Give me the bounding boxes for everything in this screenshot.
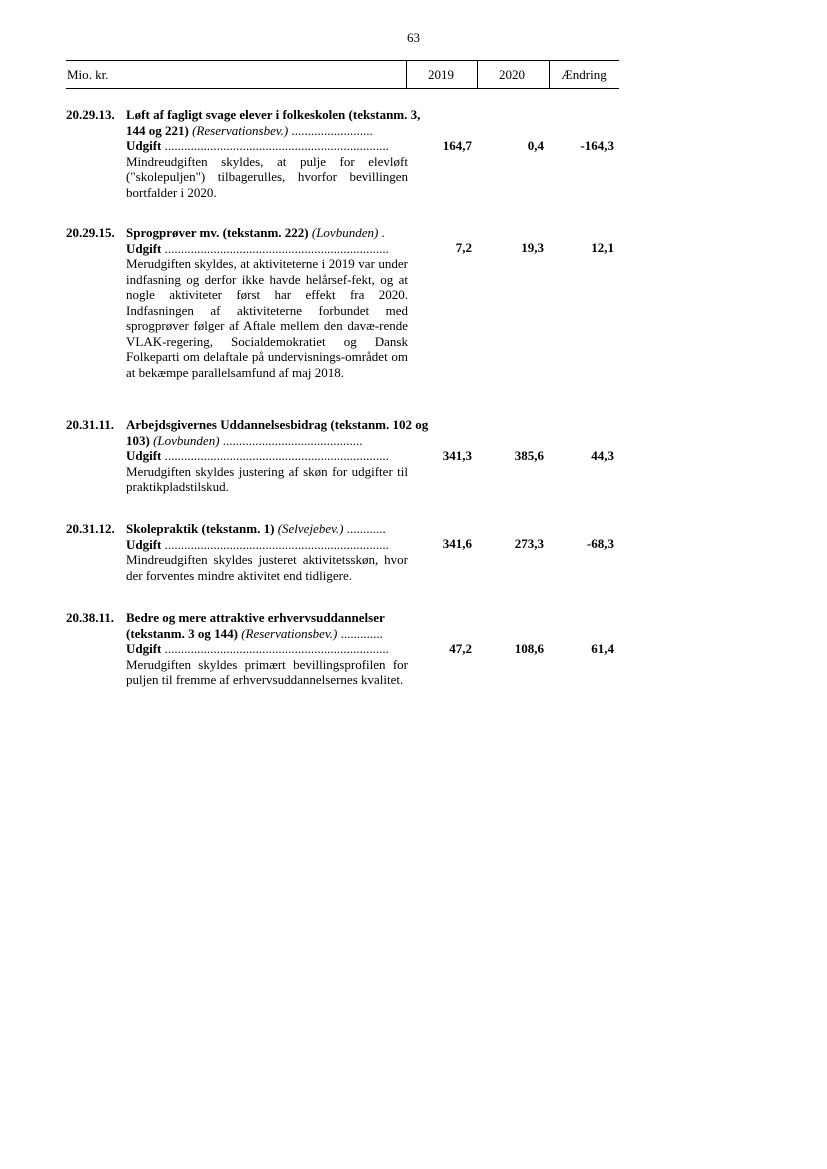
value-2019: 47,2 — [449, 641, 472, 656]
account-code: 20.29.13. — [66, 107, 115, 122]
entry-description: Merudgiften skyldes, at aktiviteterne i 2019 var under indfasning og derfor ikke havde helårsef-fekt, og at nogle aktiviteter først har effekt fra 2020. Indfasningen af aktiviteterne forbundet med sprogprøver følger af Aftale mellem den davæ-rende VLAK-regering, Socialdemokratiet og Dansk Folkeparti om delaftale på undervisnings-området om at bekæmpe parallelsamfund af maj 2018. — [126, 256, 408, 380]
account-code: 20.38.11. — [66, 610, 115, 625]
value-2020: 273,3 — [514, 536, 544, 551]
entry-title: Løft af fagligt svage elever i folkeskolen (tekstanm. 3, 144 og 221) (Reservationsbev.) ......................... — [126, 107, 421, 138]
value-2019: 341,3 — [442, 448, 472, 463]
udgift-line: Udgift ..................................................................... — [126, 641, 389, 656]
entry-appropriation-type: (Lovbunden) — [153, 432, 220, 448]
page-number: 63 — [407, 30, 420, 45]
account-code: 20.31.11. — [66, 417, 115, 432]
value-2019: 7,2 — [455, 240, 472, 255]
entry-appropriation-type: (Reservationsbev.) — [192, 122, 289, 138]
account-code: 20.31.12. — [66, 521, 115, 536]
column-header-change: Ændring — [561, 67, 607, 82]
value-2020: 0,4 — [527, 138, 544, 153]
header-top-rule — [66, 60, 619, 61]
value-change: -68,3 — [586, 536, 614, 551]
unit-label: Mio. kr. — [67, 67, 109, 82]
value-change: 12,1 — [591, 240, 614, 255]
entry-appropriation-type: (Lovbunden) — [311, 225, 379, 240]
entry-appropriation-type: (Selvejebev.) — [277, 521, 344, 536]
entry-description: Merudgiften skyldes justering af skøn for udgifter til praktikpladstilskud. — [126, 463, 408, 494]
entry-title: Bedre og mere attraktive erhvervsuddannelser (tekstanm. 3 og 144) (Reservationsbev.) ............. — [126, 610, 385, 641]
entry-description: Mindreudgiften skyldes, at pulje for elevløft ("skolepuljen") tilbagerulles, hvorfor bevillingen bortfalder i 2020. — [126, 153, 408, 200]
column-header-2019: 2019 — [428, 67, 454, 82]
column-header-2020: 2020 — [499, 67, 525, 82]
entry-description: Merudgiften skyldes primært bevillingsprofilen for puljen til fremme af erhvervsuddannelsernes kvalitet. — [126, 656, 408, 687]
value-change: 61,4 — [591, 641, 614, 656]
entry-title: Skolepraktik (tekstanm. 1) (Selvejebev.) ............ — [126, 521, 386, 536]
udgift-line: Udgift ..................................................................... — [126, 240, 389, 256]
entry-description: Mindreudgiften skyldes justeret aktivitetsskøn, hvor der forventes mindre aktivitet end tidligere. — [126, 552, 408, 583]
entry-title: Arbejdsgivernes Uddannelsesbidrag (tekstanm. 102 og 103) (Lovbunden) ........................................... — [126, 417, 429, 448]
header-bottom-rule — [66, 88, 619, 89]
udgift-line: Udgift ..................................................................... — [126, 448, 389, 463]
udgift-line: Udgift ..................................................................... — [126, 138, 389, 153]
entry-title: Sprogprøver mv. (tekstanm. 222) (Lovbunden) . — [126, 225, 385, 240]
value-2019: 341,6 — [442, 536, 472, 551]
value-2020: 108,6 — [514, 641, 544, 656]
udgift-line: Udgift ..................................................................... — [126, 536, 389, 552]
value-2020: 19,3 — [521, 240, 544, 255]
account-code: 20.29.15. — [66, 225, 115, 240]
value-change: -164,3 — [580, 138, 614, 153]
value-change: 44,3 — [591, 448, 614, 463]
value-2020: 385,6 — [514, 448, 544, 463]
entry-appropriation-type: (Reservationsbev.) — [241, 625, 338, 641]
value-2019: 164,7 — [442, 138, 472, 153]
